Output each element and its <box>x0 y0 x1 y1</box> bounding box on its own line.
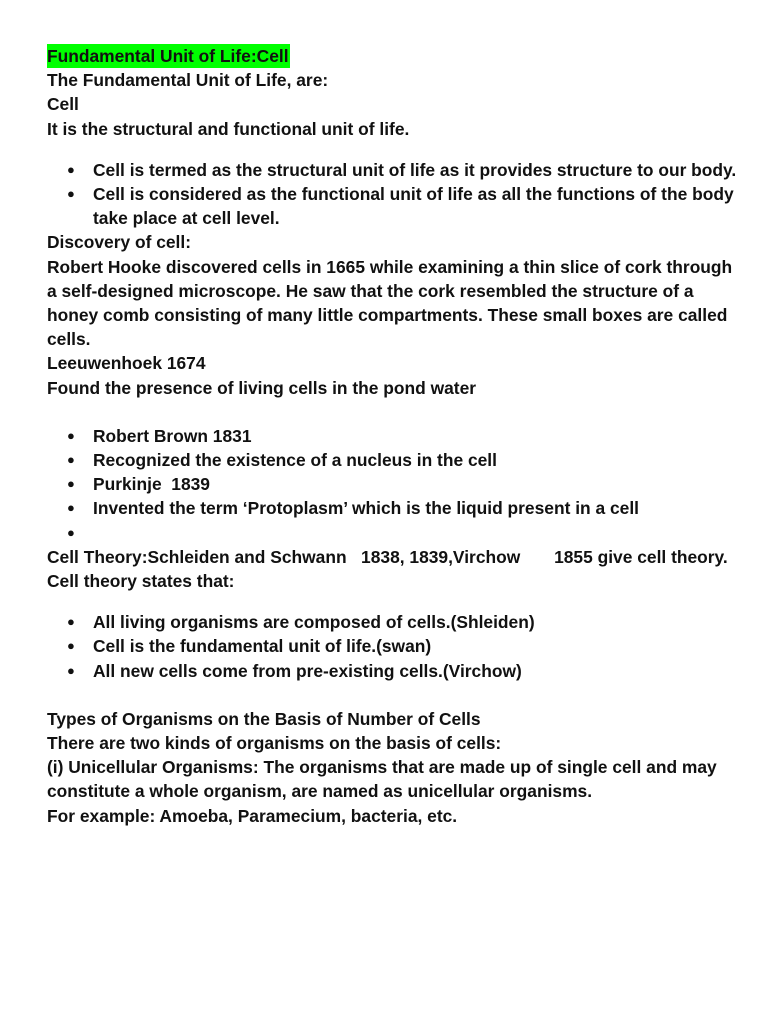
intro-line-1: The Fundamental Unit of Life, are: <box>47 70 329 91</box>
bullet-list-2 <box>47 424 737 545</box>
list-item <box>47 659 737 683</box>
bullet-icon: ● <box>67 161 75 177</box>
list-item-text: Purkinje 1839 <box>93 474 210 495</box>
bullet-icon: ● <box>67 427 75 443</box>
list-item <box>47 634 737 658</box>
bullet-icon: ● <box>67 662 75 678</box>
bullet-icon: ● <box>67 524 75 540</box>
bullet-icon: ● <box>67 186 75 202</box>
types-intro: There are two kinds of organisms on the basis of cells: <box>47 733 502 754</box>
discovery-heading: Discovery of cell: <box>47 232 192 253</box>
document-page <box>47 44 737 828</box>
intro-line-2: Cell <box>47 94 79 115</box>
bullet-icon: ● <box>67 476 75 492</box>
document-title: Fundamental Unit of Life:Cell <box>47 46 289 66</box>
list-item-text: Cell is considered as the functional unit of life as all the functions of the body take place at cell level. <box>93 184 734 229</box>
list-item-text: All new cells come from pre-existing cells.(Virchow) <box>93 660 522 681</box>
unicellular-paragraph: (i) Unicellular Organisms: The organisms that are made up of single cell and may constitute a whole organism, are named as unicellular organisms. <box>47 757 717 802</box>
list-item <box>47 610 737 634</box>
types-heading: Types of Organisms on the Basis of Number of Cells <box>47 708 481 729</box>
list-item <box>47 496 737 520</box>
example-line: For example: Amoeba, Paramecium, bacteria, etc. <box>47 805 458 826</box>
title-line <box>47 44 737 68</box>
cell-theory-states: Cell theory states that: <box>47 571 235 592</box>
list-item-text: Recognized the existence of a nucleus in the cell <box>93 450 497 471</box>
bullet-icon: ● <box>67 500 75 516</box>
list-item <box>47 158 737 182</box>
list-item-text: Robert Brown 1831 <box>93 425 252 446</box>
list-item <box>47 424 737 448</box>
leeuwenhoek-text: Found the presence of living cells in the pond water <box>47 377 477 398</box>
list-item-text: All living organisms are composed of cells.(Shleiden) <box>93 612 535 633</box>
list-item <box>47 521 737 545</box>
bullet-icon: ● <box>67 638 75 654</box>
list-item-text: Cell is the fundamental unit of life.(swan) <box>93 636 432 657</box>
bullet-list-3 <box>47 610 737 683</box>
intro-line-3: It is the structural and functional unit of life. <box>47 118 410 139</box>
list-item <box>47 182 737 230</box>
leeuwenhoek-line: Leeuwenhoek 1674 <box>47 353 206 374</box>
bullet-list-1 <box>47 158 737 231</box>
list-item <box>47 448 737 472</box>
list-item <box>47 472 737 496</box>
list-item-text: Cell is termed as the structural unit of life as it provides structure to our body. <box>93 159 737 180</box>
bullet-icon: ● <box>67 452 75 468</box>
cell-theory-line: Cell Theory:Schleiden and Schwann 1838, 1839,Virchow 1855 give cell theory. <box>47 546 728 567</box>
discovery-paragraph: Robert Hooke discovered cells in 1665 while examining a thin slice of cork through a self-designed microscope. He saw that the cork resembled the structure of a honey comb consisting of many little compartments. These small boxes are called cells. <box>47 256 733 350</box>
list-item-text: Invented the term ‘Protoplasm’ which is the liquid present in a cell <box>93 498 639 519</box>
bullet-icon: ● <box>67 614 75 630</box>
